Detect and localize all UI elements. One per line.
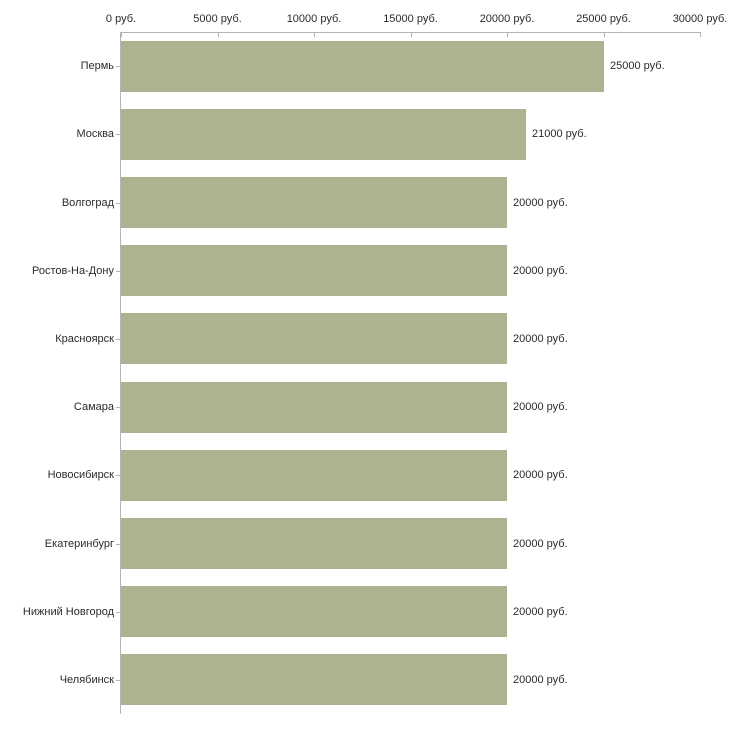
bar[interactable] xyxy=(121,450,507,501)
bar[interactable] xyxy=(121,245,507,296)
x-tick-label: 30000 руб. xyxy=(672,13,728,25)
x-tick-mark xyxy=(121,32,122,37)
bar-value-label: 20000 руб. xyxy=(513,265,568,277)
category-label: Пермь xyxy=(80,60,114,72)
bar-value-label: 21000 руб. xyxy=(532,128,587,140)
x-tick-label: 5000 руб. xyxy=(193,13,242,25)
category-label: Новосибирск xyxy=(47,469,114,481)
x-tick-label: 0 руб. xyxy=(105,13,137,25)
category-label: Екатеринбург xyxy=(44,538,114,550)
category-label: Самара xyxy=(73,401,114,413)
x-tick-mark xyxy=(700,32,701,37)
bar-value-label: 20000 руб. xyxy=(513,333,568,345)
bar-value-label: 20000 руб. xyxy=(513,401,568,413)
bar-value-label: 20000 руб. xyxy=(513,674,568,686)
x-tick-mark xyxy=(314,32,315,37)
x-tick-label: 25000 руб. xyxy=(576,13,631,25)
bar[interactable] xyxy=(121,109,526,160)
bar[interactable] xyxy=(121,313,507,364)
category-label: Челябинск xyxy=(59,674,114,686)
bar-value-label: 25000 руб. xyxy=(610,60,665,72)
x-tick-label: 15000 руб. xyxy=(383,13,438,25)
x-tick-mark xyxy=(218,32,219,37)
x-tick-mark xyxy=(604,32,605,37)
x-tick-label: 20000 руб. xyxy=(479,13,535,25)
bar-value-label: 20000 руб. xyxy=(513,606,568,618)
bar[interactable] xyxy=(121,41,604,92)
bar-value-label: 20000 руб. xyxy=(513,538,568,550)
bar[interactable] xyxy=(121,382,507,433)
category-label: Красноярск xyxy=(55,333,114,345)
bar[interactable] xyxy=(121,177,507,228)
bar-value-label: 20000 руб. xyxy=(513,469,568,481)
category-label: Москва xyxy=(76,128,114,140)
x-tick-label: 10000 руб. xyxy=(286,13,342,25)
bar[interactable] xyxy=(121,654,507,705)
category-label: Волгоград xyxy=(61,197,114,209)
x-tick-mark xyxy=(411,32,412,37)
bar-value-label: 20000 руб. xyxy=(513,197,568,209)
bar[interactable] xyxy=(121,518,507,569)
x-tick-mark xyxy=(507,32,508,37)
category-label: Ростов-На-Дону xyxy=(31,265,114,277)
bar[interactable] xyxy=(121,586,507,637)
category-label: Нижний Новгород xyxy=(22,606,114,618)
